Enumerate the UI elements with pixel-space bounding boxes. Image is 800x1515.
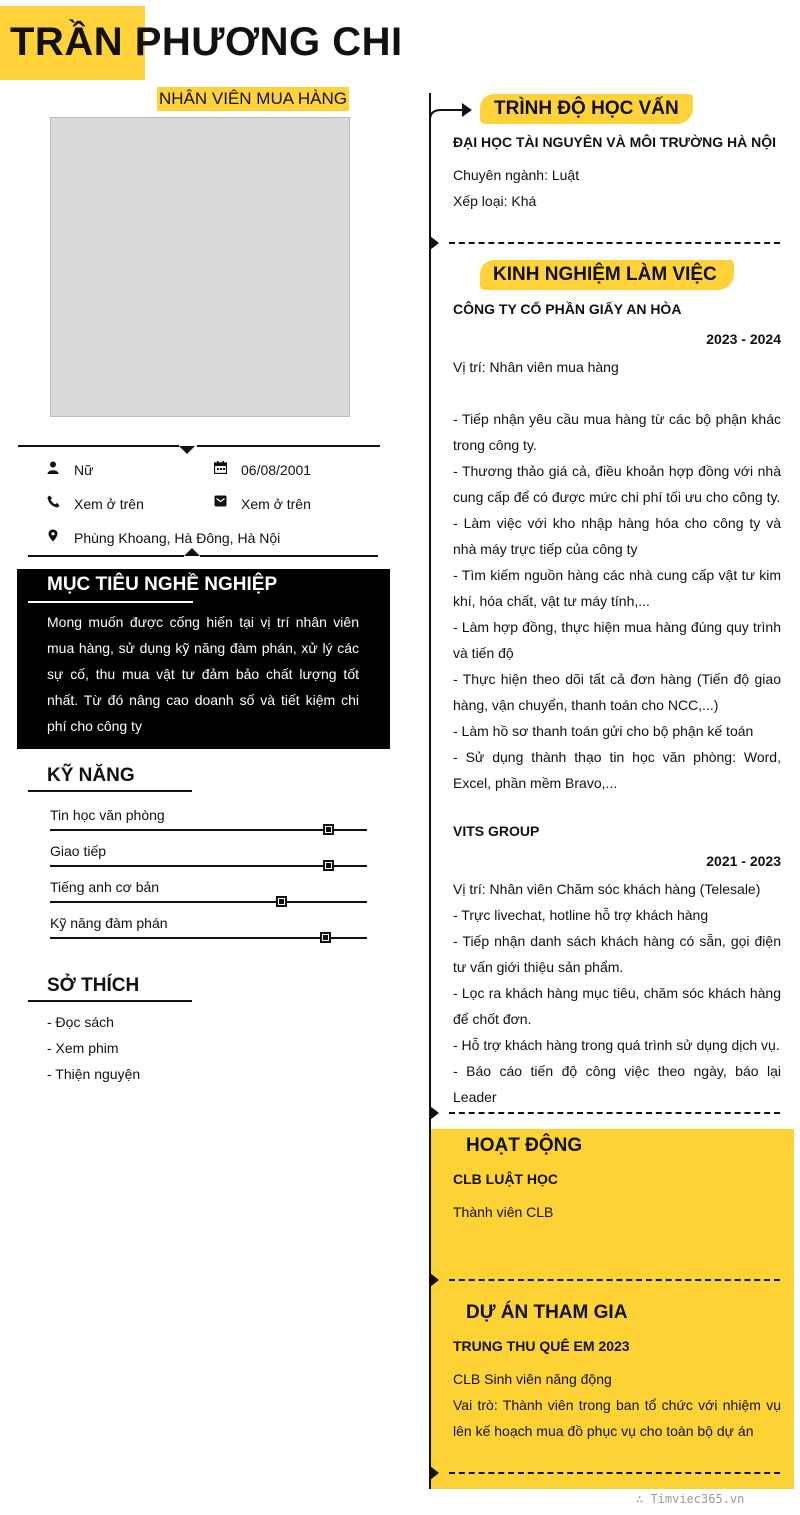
grade: Xếp loại: Khá (453, 193, 537, 209)
job-detail-item: - Làm hợp đồng, thực hiện mua hàng đúng quy trình và tiến độ (453, 619, 781, 661)
user-icon (46, 461, 60, 475)
skills-title: KỸ NĂNG (47, 765, 135, 786)
calendar-icon (213, 461, 227, 475)
skill-bar (50, 865, 367, 867)
location-pin-icon (46, 529, 60, 543)
timeline-marker (430, 1466, 439, 1480)
timeline-marker (430, 236, 439, 250)
activities-title: HOẠT ĐỘNG (466, 1135, 583, 1156)
divider (18, 445, 179, 447)
activity-org: CLB LUẬT HỌC (453, 1171, 558, 1187)
skill-label: Tin học văn phòng (50, 807, 165, 823)
project-name: TRUNG THU QUÊ EM 2023 (453, 1338, 630, 1354)
activity-role: Thành viên CLB (453, 1204, 554, 1220)
profile-photo (50, 117, 350, 417)
skill-bar (50, 829, 367, 831)
hobbies-title: SỞ THÍCH (47, 975, 140, 996)
job-detail-item: - Tìm kiếm nguồn hàng các nhà cung cấp vật tư kim khí, hóa chất, vật tư máy tính,... (453, 567, 781, 609)
email: Xem ở trên (241, 496, 311, 512)
skill-level-marker (320, 932, 331, 943)
project-details (453, 1366, 781, 1444)
hobby-item: - Đọc sách (47, 1014, 114, 1030)
job-details (453, 406, 781, 796)
job-detail-item: - Lọc ra khách hàng mục tiêu, chăm sóc khách hàng để chốt đơn. (453, 985, 781, 1027)
email-icon (213, 495, 227, 509)
timeline-marker (430, 1273, 439, 1287)
section-divider (449, 1112, 780, 1114)
job-detail-item: - Thương thảo giá cả, điều khoản hợp đồng với nhà cung cấp để có được mức chi phí tối ưu cho công ty. (453, 463, 781, 505)
school-name: ĐẠI HỌC TÀI NGUYÊN VÀ MÔI TRƯỜNG HÀ NỘI (453, 134, 777, 150)
major: Chuyên ngành: Luật (453, 167, 580, 183)
job-title: NHÂN VIÊN MUA HÀNG (157, 87, 349, 111)
objective-title: MỤC TIÊU NGHỀ NGHIỆP (47, 574, 278, 595)
candidate-name: TRẦN PHƯƠNG CHI (10, 20, 403, 64)
timeline-marker (430, 1106, 439, 1120)
skill-level-marker (323, 860, 334, 871)
projects-title: DỰ ÁN THAM GIA (466, 1302, 628, 1323)
project-role: Vai trò: Thành viên trong ban tổ chức với nhiệm vụ lên kế hoạch mua đồ phục vụ cho toàn bộ dự án (453, 1397, 781, 1439)
job-position: Vị trí: Nhân viên mua hàng (453, 359, 619, 375)
skill-label: Tiếng anh cơ bản (50, 879, 160, 895)
company-name: VITS GROUP (453, 823, 540, 839)
project-org: CLB Sinh viên năng động (453, 1371, 612, 1387)
hobbies-underline (28, 1000, 192, 1002)
section-divider (449, 242, 780, 244)
job-detail-item: - Hỗ trợ khách hàng trong quá trình sử dụng dịch vụ. (453, 1037, 780, 1053)
objective-underline (28, 601, 193, 603)
arrow-right-icon (429, 100, 473, 122)
skill-label: Giao tiếp (50, 843, 107, 859)
section-divider (449, 1472, 780, 1474)
job-detail-item: - Làm hồ sơ thanh toán gửi cho bộ phận kế toán (453, 723, 754, 739)
job-period: 2023 - 2024 (706, 331, 781, 347)
job-detail-item: - Báo cáo tiến độ công việc theo ngày, báo lại Leader (453, 1063, 781, 1105)
company-name: CÔNG TY CỔ PHẦN GIẤY AN HÒA (453, 301, 682, 317)
job-detail-item: - Tiếp nhận yêu cầu mua hàng từ các bộ phận khác trong công ty. (453, 411, 781, 453)
job-position: Vị trí: Nhân viên Chăm sóc khách hàng (Telesale) (453, 881, 761, 897)
divider-arrow (184, 548, 200, 556)
job-detail-item: - Trực livechat, hotline hỗ trợ khách hàng (453, 907, 709, 923)
divider (28, 555, 184, 557)
hobby-item: - Xem phim (47, 1040, 119, 1056)
job-detail-item: - Thực hiện theo dõi tất cả đơn hàng (Tiến độ giao hàng, vận chuyển, thanh toán cho NCC,...) (453, 671, 781, 713)
job-period: 2021 - 2023 (706, 853, 781, 869)
divider (200, 555, 378, 557)
watermark: ∴ Timviec365.vn (636, 1492, 745, 1506)
job-detail-item: - Sử dụng thành thạo tin học văn phòng: Word, Excel, phần mềm Bravo,... (453, 749, 781, 791)
address: Phùng Khoang, Hà Đông, Hà Nội (74, 530, 281, 546)
phone-icon (46, 495, 60, 509)
job-detail-item: - Tiếp nhận danh sách khách hàng có sẵn, gọi điện tư vấn giới thiệu sản phẩm. (453, 933, 781, 975)
phone: Xem ở trên (74, 496, 144, 512)
divider-arrow (179, 446, 195, 454)
gender: Nữ (74, 462, 94, 478)
objective-text: Mong muốn được cống hiến tại vị trí nhân viên mua hàng, sử dụng kỹ năng đàm phán, xử lý các sự cố, thu mua vật tư đảm bảo chất lượng tốt nhất. Từ đó nâng cao doanh số và tiết kiệm chi phí cho công ty (47, 614, 359, 734)
skill-level-marker (323, 824, 334, 835)
job-detail-item: - Làm việc với kho nhập hàng hóa cho công ty và nhà máy trực tiếp của công ty (453, 515, 781, 557)
job-details (453, 876, 781, 1110)
skills-underline (28, 790, 192, 792)
experience-title: KINH NGHIỆM LÀM VIỆC (493, 264, 717, 285)
skill-level-marker (276, 896, 287, 907)
section-divider (449, 1279, 780, 1281)
skill-label: Kỹ năng đàm phán (50, 915, 168, 931)
birthday: 06/08/2001 (241, 462, 312, 478)
education-title: TRÌNH ĐỘ HỌC VẤN (494, 98, 679, 119)
divider (197, 445, 380, 447)
skill-bar (50, 901, 367, 903)
hobby-item: - Thiện nguyện (47, 1066, 141, 1082)
